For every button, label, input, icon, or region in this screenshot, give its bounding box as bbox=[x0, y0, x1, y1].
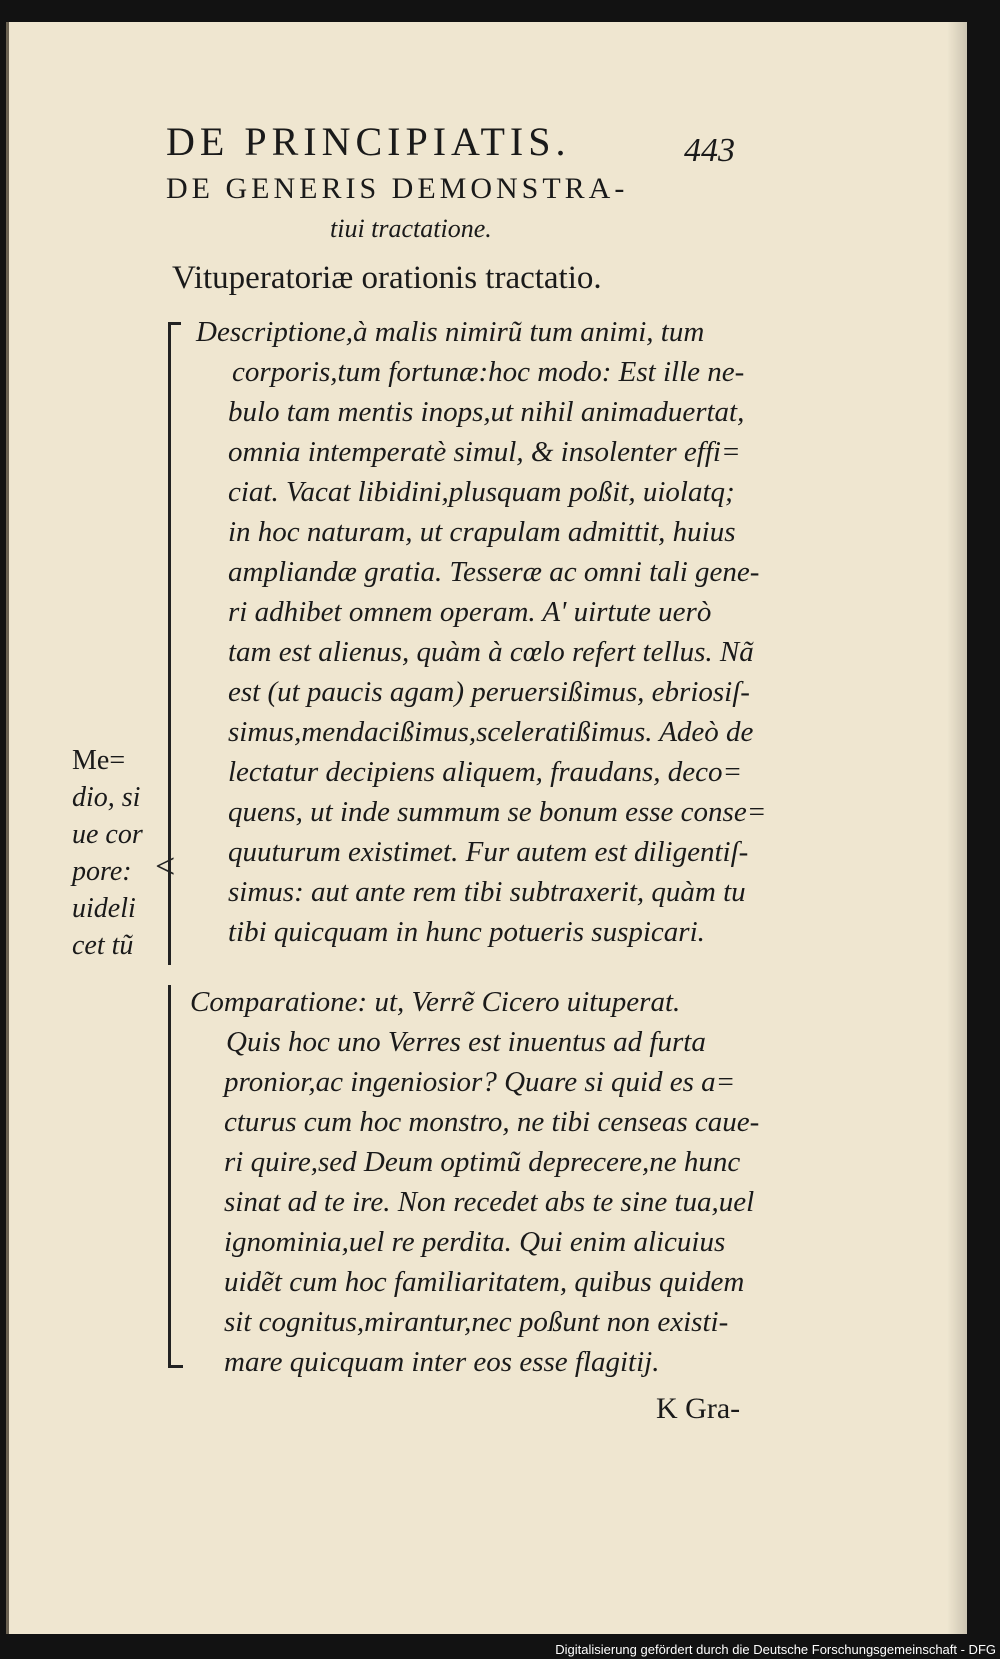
text-line: ri quire,sed Deum optimũ deprecere,ne hunc bbox=[224, 1146, 741, 1178]
text-line: tam est alienus, quàm à cœlo refert tellus. Nã bbox=[228, 636, 754, 668]
text-line: Comparatione: ut, Verrẽ Cicero uituperat. bbox=[190, 986, 681, 1018]
bracket-paragraph-2 bbox=[168, 985, 183, 1368]
text-line: simus,mendacißimus,sceleratißimus. Adeò de bbox=[228, 716, 754, 748]
margin-note bbox=[72, 742, 152, 964]
text-line: tibi quicquam in hunc potueris suspicari. bbox=[228, 916, 705, 948]
margin-note-line: Me= bbox=[72, 745, 126, 776]
digitization-footer: Digitalisierung gefördert durch die Deutsche Forschungsgemeinschaft - DFG bbox=[555, 1642, 996, 1657]
section-title: Vituperatoriæ orationis tractatio. bbox=[172, 260, 602, 296]
page-edge-shadow bbox=[947, 22, 967, 1634]
text-line: ampliandæ gratia. Tesseræ ac omni tali gene- bbox=[228, 556, 760, 588]
text-line: ignominia,uel re perdita. Qui enim alicuius bbox=[224, 1226, 726, 1258]
text-line: sinat ad te ire. Non recedet abs te sine tua,uel bbox=[224, 1186, 755, 1218]
subtitle-line-2: tiui tractatione. bbox=[330, 214, 492, 243]
text-line: ciat. Vacat libidini,plusquam poßit, uiolatq; bbox=[228, 476, 735, 508]
text-line: cturus cum hoc monstro, ne tibi censeas caue- bbox=[224, 1106, 760, 1138]
text-line: bulo tam mentis inops,ut nihil animaduertat, bbox=[228, 396, 745, 428]
text-line: ri adhibet omnem operam. A' uirtute uerò bbox=[228, 596, 712, 628]
text-line: sit cognitus,mirantur,nec poßunt non existi- bbox=[224, 1306, 729, 1338]
margin-note-line: uideli bbox=[72, 893, 136, 924]
text-line: quens, ut inde summum se bonum esse conse= bbox=[228, 796, 767, 828]
text-line: corporis,tum fortunæ:hoc modo: Est ille ne- bbox=[232, 356, 745, 388]
margin-note-line: cet tũ bbox=[72, 930, 134, 961]
margin-note-line: ue cor bbox=[72, 819, 143, 850]
text-line: quuturum existimet. Fur autem est diligentiſ- bbox=[228, 836, 749, 868]
text-line: est (ut paucis agam) peruersißimus, ebriosiſ- bbox=[228, 676, 750, 708]
brace-mark: < bbox=[155, 846, 176, 886]
text-line: simus: aut ante rem tibi subtraxerit, quàm tu bbox=[228, 876, 746, 908]
text-line: pronior,ac ingeniosior? Quare si quid es a= bbox=[224, 1066, 736, 1098]
text-line: uidẽt cum hoc familiaritatem, quibus quidem bbox=[224, 1266, 745, 1298]
subtitle-line-1: DE GENERIS DEMONSTRA- bbox=[166, 172, 629, 205]
running-head: DE PRINCIPIATIS. bbox=[166, 119, 571, 164]
page-number: 443 bbox=[684, 132, 735, 169]
text-line: omnia intemperatè simul, & insolenter effi= bbox=[228, 436, 741, 468]
catchword: K Gra- bbox=[656, 1392, 741, 1425]
margin-note-line: pore: bbox=[72, 856, 132, 887]
margin-note-line: dio, si bbox=[72, 782, 141, 813]
text-line: Quis hoc uno Verres est inuentus ad furta bbox=[226, 1026, 706, 1058]
text-line: in hoc naturam, ut crapulam admittit, huius bbox=[228, 516, 736, 548]
text-line: mare quicquam inter eos esse flagitij. bbox=[224, 1346, 660, 1378]
text-line: Descriptione,à malis nimirũ tum animi, tum bbox=[196, 316, 705, 348]
text-line: lectatur decipiens aliquem, fraudans, deco= bbox=[228, 756, 743, 788]
